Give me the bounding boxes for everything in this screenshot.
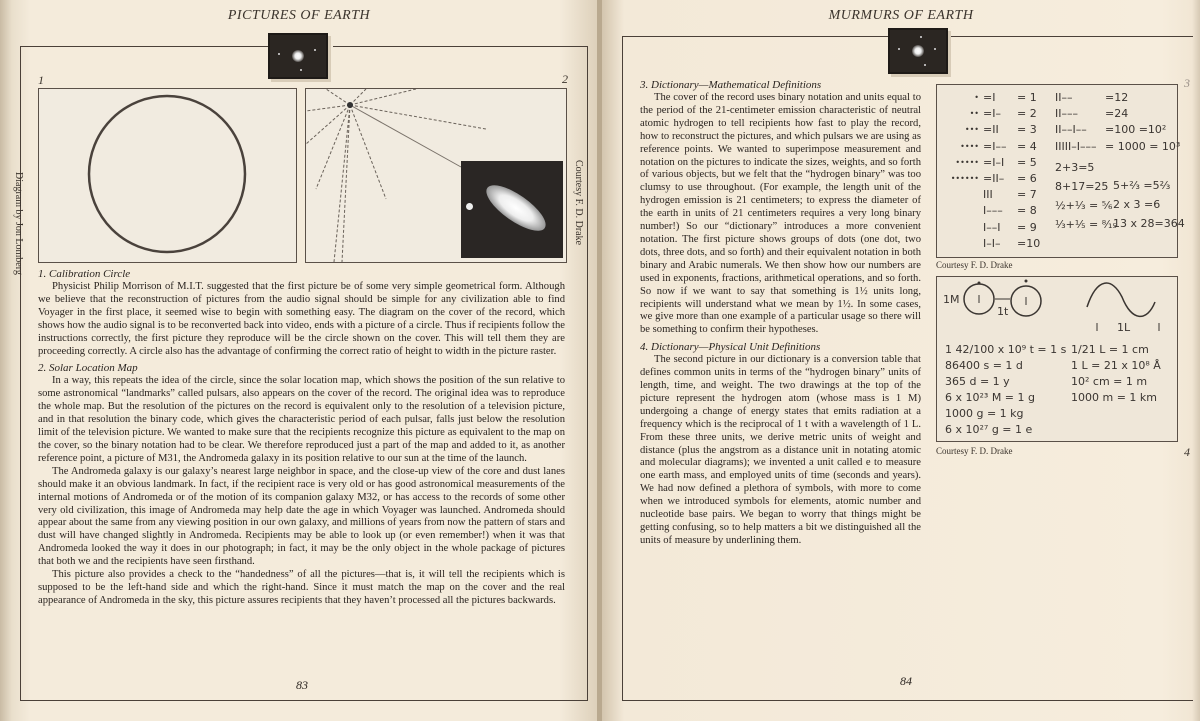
section-calibration-circle [38, 268, 565, 358]
unit-equation: 365 d = 1 y [945, 375, 1010, 388]
paragraph: This picture also provides a check to the “handedness” of all the pictures—that is, it will tell the recipients which is supposed to be the left-hand side and which the right-hand. Since it must match the map on the cover and the real appearance of Andromeda in the sky, this picture assures recipients that they haven’t processed all the pictures backwards. [38, 569, 565, 606]
unit-equation: 1000 g = 1 kg [945, 407, 1024, 420]
star-emblem-icon [888, 28, 948, 74]
right-page [602, 0, 1200, 721]
section-heading: 2. Solar Location Map [38, 362, 138, 375]
paragraph: The Andromeda galaxy is our galaxy’s nearest large neighbor in space, and the close-up view of the core and dust lanes should make it an obvious landmark. In fact, if the recipient race is very old or has good astronomical measurements of the internal motions of Andromeda or of the motion of its companion galaxy M32, or has access to the records of some other very old civilization, this image of Andromeda may help date the age in which Voyager was launched. Andromeda should appear about the same from any viewing position in our own galaxy, and millions of years from now the pattern of stars and dust will have changed slightly in Andromeda. Recipients may be able to look up (or even remember!) when it was that Andromeda looked the way it does in our photograph; in fact, it may be the only object in the whole package of pictures that both we and the recipients have seen firsthand. [38, 465, 565, 568]
arabic-value: = 5 [1017, 155, 1037, 169]
figure-solar-location-map [305, 88, 567, 263]
figure-calibration-circle [38, 88, 297, 263]
unit-equation: 6 x 10²⁷ g = 1 e [945, 423, 1033, 436]
paragraph: The second picture in our dictionary is a conversion table that defines common units in terms of the “hydrogen binary” units of length, time, and weight. The two drawings at the top of the picture represent the hydrogen atom (whose mass is 1 M) undergoing a change of energy states that emits radiation at a frequency which is the reciprocal of 1 t with a wavelength of 1 L. From these three units, we derive metric units of weight and distance (plus the angstrom as a distance unit in notating atomic and molecular diagrams); we invented a unit called e to measure one earth mass, and employed units of time (seconds and years). We had now defined a plethora of symbols, with more to come when we introduced symbols for elements, atomic number and nucleotide base pairs. We began to worry that things might be getting confusing, so to help matters a bit we distinguished all the units of measure by underlining them. [640, 354, 921, 546]
unit-equation: 6 x 10²³ M = 1 g [945, 391, 1035, 404]
binary-value: =I–– [983, 139, 1007, 153]
paragraph: In a way, this repeats the idea of the circle, since the solar location map, which shows the position of the sun relative to some astronomical “landmarks” called pulsars, also appears on the cover of the record. The original idea was to reproduce the whole map. But the resolution of the pictures on the record is equivalent only to the resolution of a television picture, and in that resolution the binary code, which gives the characteristic period of each pulsar, falls just below the resolution limit of the television picture. We wanted to make sure that the recipients recognize this picture as equivalent to the map on the cover, so the binary notation had to be clear. We therefore reproduced just a part of the map and added to it, as another reference point, a picture of M31, the Andromeda galaxy in its position relative to our sun at the time of the launch. [38, 375, 565, 464]
section-physical-unit-definitions [640, 341, 921, 548]
arabic-value: = 9 [1017, 220, 1037, 234]
decimal-value: =24 [1105, 107, 1129, 121]
unit-equation: 1000 m = 1 km [1071, 391, 1157, 404]
dot-group: •• [969, 109, 979, 119]
page-number: 84 [900, 674, 912, 688]
arabic-value: = 2 [1017, 107, 1037, 121]
arithmetic-example: 2 x 3 =6 [1113, 198, 1161, 211]
decimal-value: =12 [1105, 91, 1129, 104]
decimal-value: =100 =10² [1105, 123, 1167, 137]
star-emblem-icon [268, 33, 328, 79]
unit-equation: 1/21 L = 1 cm [1071, 343, 1149, 356]
dot-group: ••• [964, 125, 979, 135]
section-mathematical-definitions [640, 79, 921, 337]
binary-value: =I–I [983, 155, 1005, 169]
page-number: 83 [296, 678, 308, 692]
section-heading: 3. Dictionary—Mathematical Definitions [640, 79, 822, 91]
article-text [38, 268, 565, 612]
dot-group: • [974, 93, 979, 102]
figure-number: 3 [1184, 76, 1190, 90]
binary-value: I–I– [983, 236, 1001, 250]
binary-value: =I– [983, 107, 1001, 121]
arithmetic-example: ⅓+⅕ = ⁸⁄₁₅ [1055, 218, 1117, 231]
binary-value: =II [983, 123, 999, 137]
arabic-value: = 3 [1017, 123, 1037, 137]
arithmetic-example: ½+⅓ = ⁵⁄₆ [1055, 199, 1113, 212]
hydrogen-atom-diagram [937, 277, 1177, 337]
binary-value: II––– [1055, 107, 1078, 121]
mass-unit-label: 1M [943, 293, 960, 306]
binary-value: I––I [983, 220, 1001, 234]
arabic-value: = 6 [1017, 172, 1037, 185]
binary-value: III [983, 188, 993, 202]
figure-credit: Diagram by Jon Lomberg [13, 172, 24, 275]
running-head: PICTURES OF EARTH [227, 8, 371, 23]
unit-equation: 1 L = 21 x 10⁸ Å [1071, 359, 1161, 372]
binary-value: I––– [983, 204, 1003, 218]
wavelength-sine-icon [1087, 283, 1155, 316]
paragraph: Physicist Philip Morrison of M.I.T. suggested that the first picture be of some very simple geometrical form. Although we believe that the reconstruction of pictures from the audio signal should be simple for any civilization able to find Voyager in the first place, it seemed wise to begin with something easy. The diagram on the cover of the record, which shows how the audio signal is to be reconverted back into video, ends with a picture of a circle. Thus if recipients follow the instructions correctly, the first picture they reproduce will be the circle shown on the cover. This will tell them they are proceeding correctly. A circle also has the advantage of confirming the correct ratio of height to width in the picture raster. [38, 281, 565, 357]
arithmetic-example: 13 x 28=364 [1113, 217, 1185, 230]
figure-math-dictionary [936, 84, 1185, 258]
unit-equation: 10² cm = 1 m [1071, 375, 1148, 388]
calibration-circle [89, 96, 245, 252]
dot-group: •••• [960, 141, 979, 151]
circle-diagram [39, 89, 296, 262]
binary-value: IIIII–I––– [1055, 139, 1097, 153]
paragraph: The cover of the record uses binary notation and units equal to the period of the 21-centimeter emission characteristic of neutral atomic hydrogen to tell recipients how fast to play the record, how to reconstruct the pictures, and which pulsars we are using as reference points. We wanted to superimpose measurement and notation on the pictures to indicate the sizes, weights, and so forth of various objects, but we felt that the “hydrogen binary” was too clumsy to use throughout. (For example, the length unit of the hydrogen emission is 21 centimeters; to express the diameter of the earth in units of 21 centimeters requires a very long binary number!) So our “dictionary” introduces a more convenient notation. The first picture shows groups of dots (one dot, two dots, three dots, and so forth) and their equivalent notation in both binary and Arabic numerals. We then show how our numbers are used in exponents, fractions, arithmetical operations, and so forth. So now if we want to say that something is 1½ units long, recipients will understand what we mean by 1½. In some cases, we give more than one example of a particular usage so there will be something to confirm their hypotheses. [640, 92, 921, 336]
dot-group: •••••• [950, 174, 979, 183]
figure-credit: Courtesy F. D. Drake [936, 260, 1013, 270]
decimal-value: = 1000 = 10³ [1105, 139, 1181, 153]
binary-value: II––I–– [1055, 123, 1087, 137]
arithmetic-example: 2+3=5 [1055, 161, 1095, 174]
wavelength-unit-label: 1L [1117, 321, 1131, 334]
figure-number: 2 [562, 72, 568, 86]
binary-value: II–– [1055, 91, 1073, 104]
binary-value: =I [983, 91, 996, 104]
left-page [0, 0, 598, 721]
arabic-value: = 4 [1017, 139, 1037, 153]
figure-number: 4 [1184, 445, 1190, 459]
arabic-value: = 7 [1017, 188, 1037, 202]
article-text [640, 79, 921, 552]
arabic-value: = 1 [1017, 91, 1037, 104]
figure-physical-units [936, 276, 1178, 442]
section-heading: 1. Calibration Circle [38, 268, 131, 280]
figure-number: 1 [38, 73, 44, 87]
arabic-value: = 8 [1017, 204, 1037, 218]
arithmetic-example: 5+⅔ =5⅔ [1113, 179, 1171, 192]
arithmetic-example: 8+17=25 [1055, 180, 1109, 193]
unit-equation: 86400 s = 1 d [945, 359, 1023, 372]
figure-credit: Courtesy F. D. Drake [573, 160, 584, 246]
binary-value: =II– [983, 172, 1005, 185]
dot-group: ••••• [955, 157, 979, 167]
section-solar-location-map [38, 362, 565, 607]
arabic-value: =10 [1017, 236, 1041, 250]
unit-equation: 1 42/100 x 10⁹ t = 1 s [945, 343, 1067, 356]
running-head: MURMURS OF EARTH [828, 8, 974, 23]
andromeda-galaxy-photo [461, 161, 563, 258]
figure-credit: Courtesy F. D. Drake [936, 446, 1013, 456]
time-unit-label: 1t [997, 305, 1009, 318]
section-heading: 4. Dictionary—Physical Unit Definitions [640, 341, 821, 354]
